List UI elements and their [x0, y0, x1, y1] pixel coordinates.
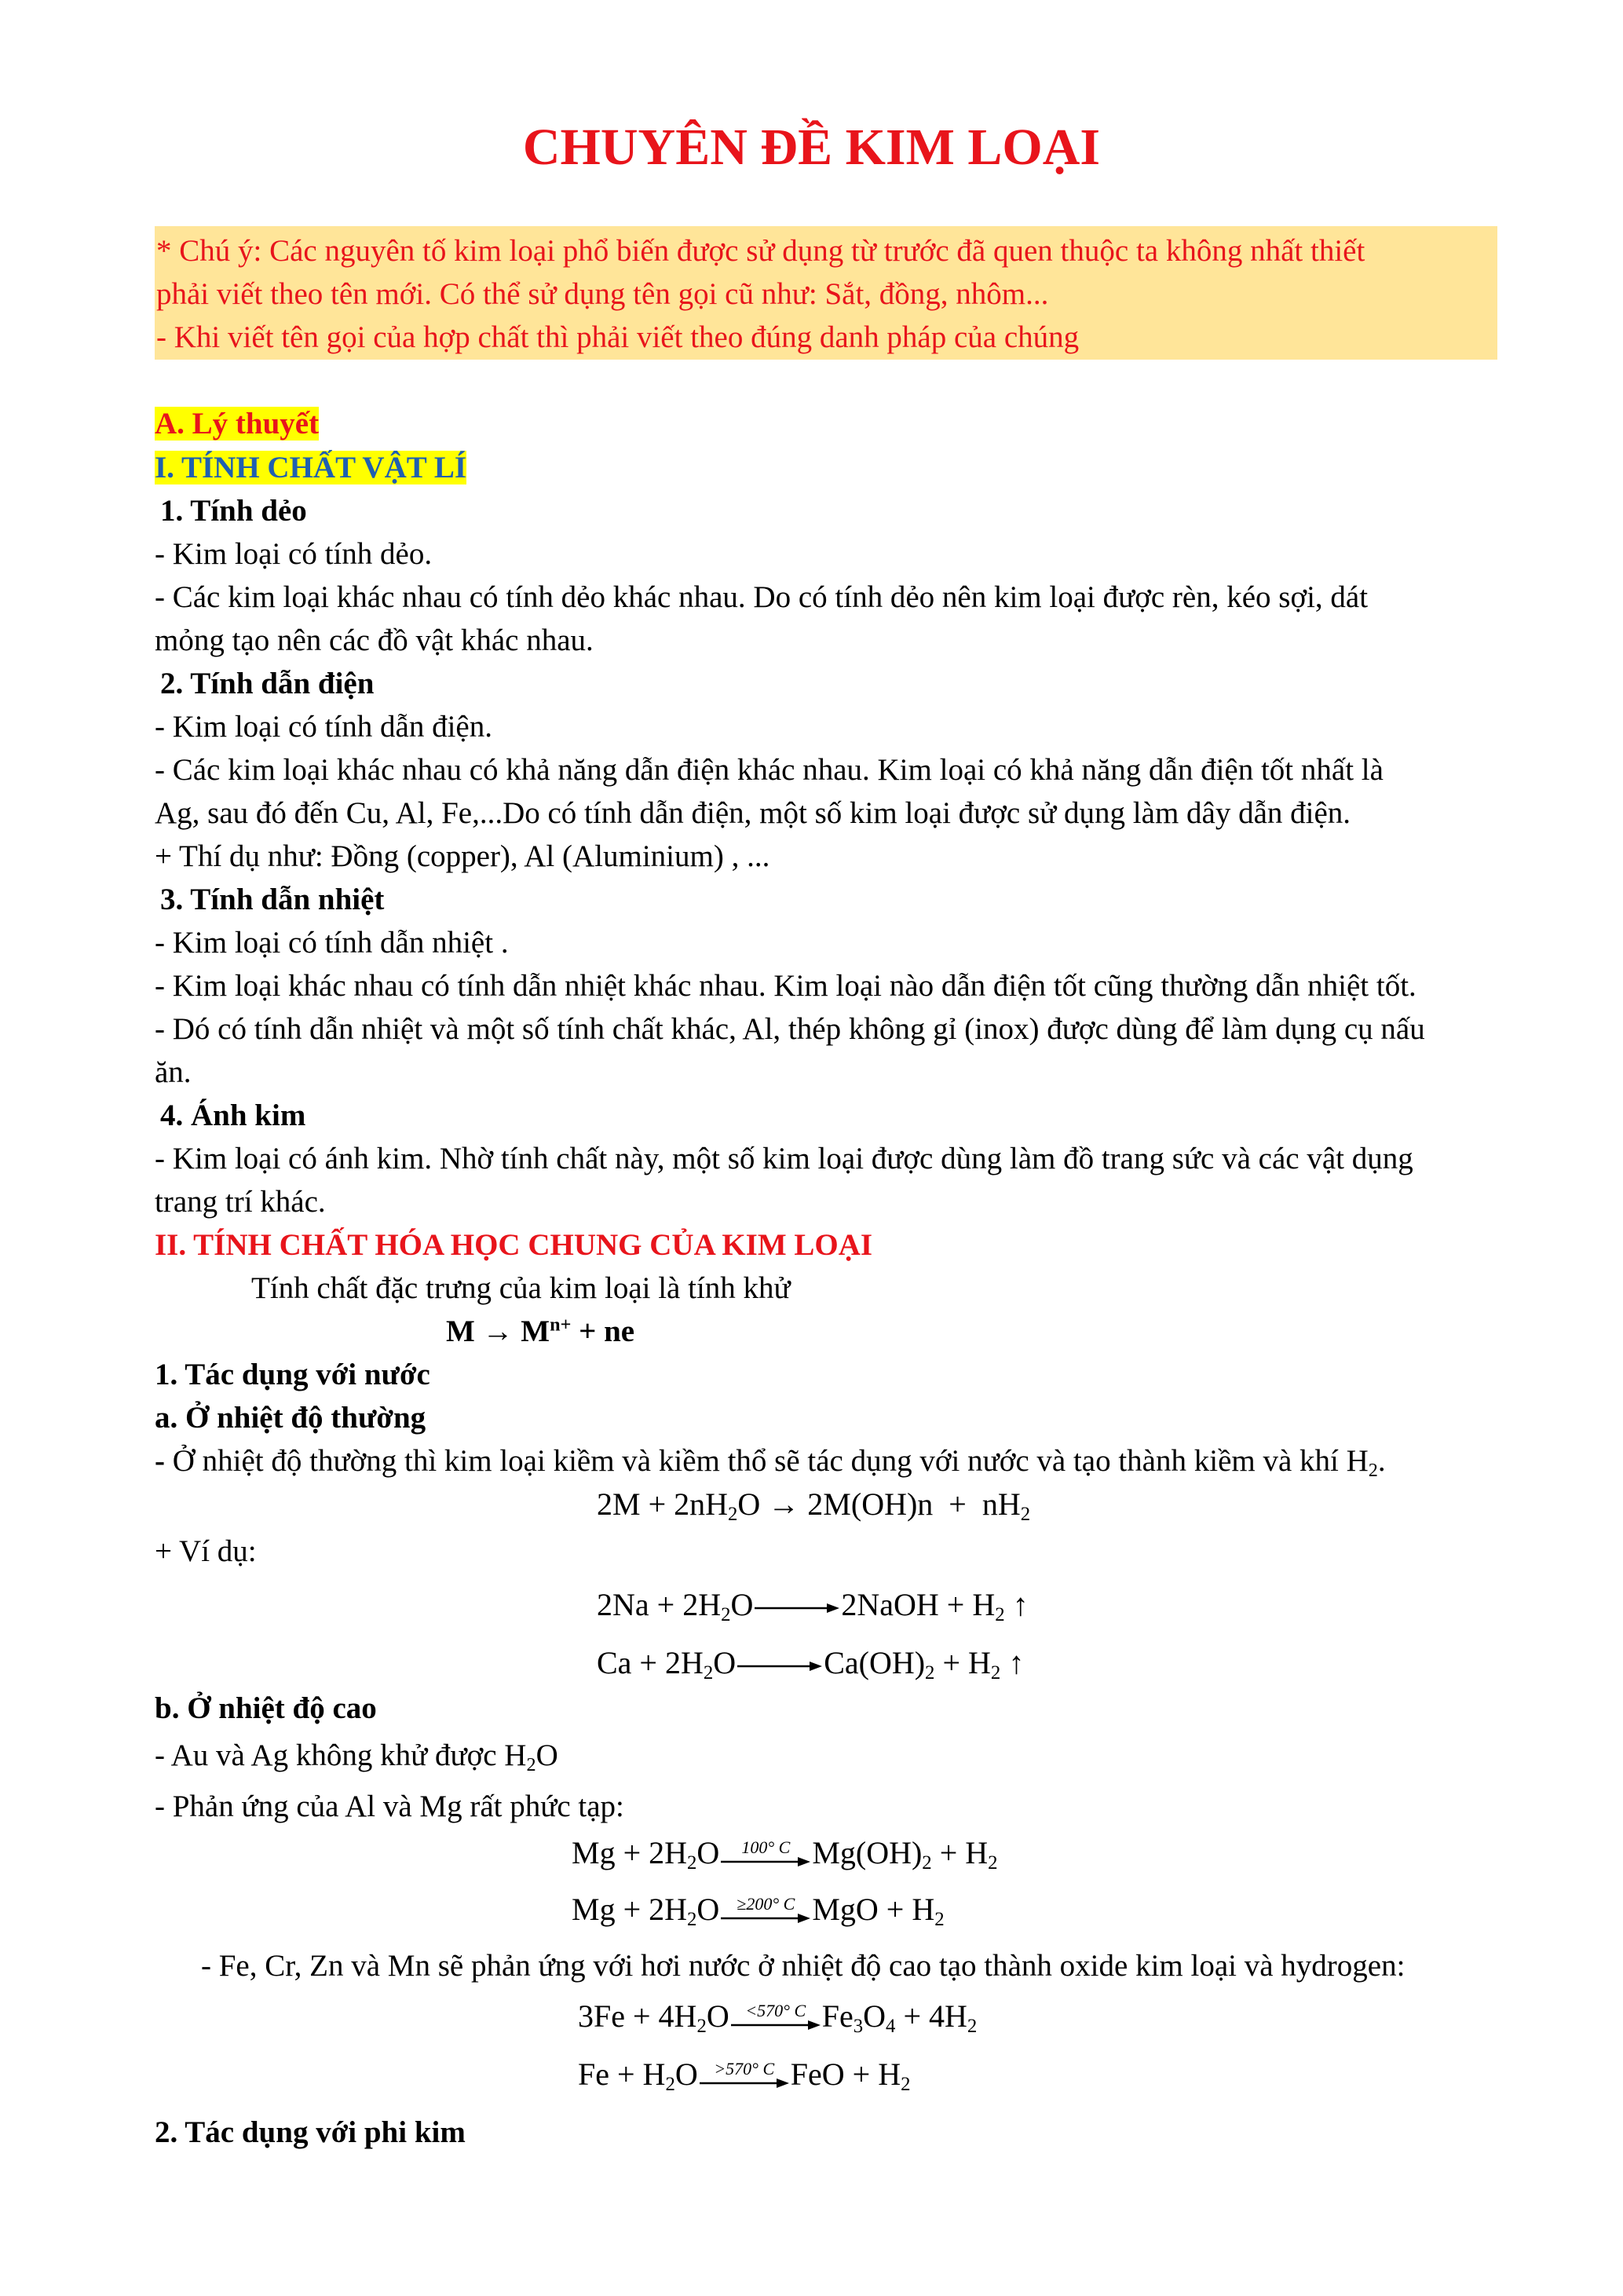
equation-fe-below-570: $3Fe + 4H_2O$ <570° C $Fe_3O_4 + 4H_2$ — [578, 1998, 978, 2037]
general-equation: $M \to M^{n+}$ + ne — [446, 1314, 635, 1348]
luster-heading: 4. Ánh kim — [160, 1099, 306, 1132]
reaction-arrow: >570° C — [698, 2064, 791, 2091]
note-line-3: - Khi viết tên gọi của hợp chất thì phải viết theo đúng danh pháp của chúng — [156, 320, 1080, 354]
reaction-arrow: <570° C — [729, 2006, 822, 2033]
ductility-line-1: - Kim loại có tính dẻo. — [155, 537, 433, 571]
heat-line-4: ăn. — [155, 1055, 192, 1089]
ductility-line-3: mỏng tạo nên các đồ vật khác nhau. — [155, 623, 594, 657]
ductility-heading: 1. Tính dẻo — [160, 494, 307, 528]
reaction-arrow: ≥200° C — [719, 1899, 812, 1926]
conductivity-heading: 2. Tính dẫn điện — [160, 667, 375, 700]
water-heading: 1. Tác dụng với nước — [155, 1358, 430, 1391]
fe-cr-zn-mn-line: - Fe, Cr, Zn và Mn sẽ phản ứng với hơi nước ở nhiệt độ cao tạo thành oxide kim loại và hydrogen: — [201, 1949, 1406, 1983]
note-line-2: phải viết theo tên mới. Có thể sử dụng tên gọi cũ như: Sắt, đồng, nhôm... — [156, 277, 1049, 311]
page-title: CHUYÊN ĐỀ KIM LOẠI — [522, 119, 1101, 176]
heat-line-3: - Dó có tính dẫn nhiệt và một số tính chất khác, Al, thép không gỉ (inox) được dùng để làm dụng cụ nấu — [155, 1012, 1425, 1046]
equation-mg-100: $Mg + 2H_2O$ 100° C $Mg(OH)_2 + H_2$ — [572, 1835, 998, 1874]
reaction-arrow: 100° C — [719, 1843, 812, 1870]
heat-line-1: - Kim loại có tính dẫn nhiệt . — [155, 926, 509, 960]
section-2-heading: II. TÍNH CHẤT HÓA HỌC CHUNG CỦA KIM LOẠI — [155, 1228, 873, 1262]
normal-temp-heading: a. Ở nhiệt độ thường — [155, 1401, 426, 1435]
example-label: + Ví dụ: — [155, 1534, 257, 1568]
au-ag-line: - Au và Ag không khử được $H_2O$ — [155, 1738, 558, 1775]
equation-mg-200: $Mg + 2H_2O$ ≥200° C MgO + $H_2$ — [572, 1892, 945, 1930]
high-temp-heading: b. Ở nhiệt độ cao — [155, 1691, 377, 1725]
section-1-heading: I. TÍNH CHẤT VẬT LÍ — [155, 451, 467, 484]
heat-line-2: - Kim loại khác nhau có tính dẫn nhiệt khác nhau. Kim loại nào dẫn điện tốt cũng thường dẫn nhiệt tốt. — [155, 969, 1416, 1003]
conductivity-line-4: + Thí dụ như: Đồng (copper), Al (Aluminium) , ... — [155, 839, 770, 873]
luster-line-2: trang trí khác. — [155, 1185, 326, 1219]
conductivity-line-1: - Kim loại có tính dẫn điện. — [155, 710, 492, 744]
equation-fe-above-570: $Fe + H_2O$ >570° C FeO + $H_2$ — [578, 2057, 911, 2095]
conductivity-line-2: - Các kim loại khác nhau có khả năng dẫn điện khác nhau. Kim loại có khả năng dẫn điện tốt nhất là — [155, 753, 1384, 787]
reaction-arrow — [753, 1600, 841, 1616]
equation-ca-water: $Ca + 2H_2O$ $Ca(OH)_2 + H_2$ ↑ — [597, 1645, 1025, 1684]
conductivity-line-3: Ag, sau đó đến Cu, Al, Fe,...Do có tính dẫn điện, một số kim loại được sử dụng làm dây dẫn điện. — [155, 796, 1351, 830]
al-mg-line: - Phản ứng của Al và Mg rất phức tạp: — [155, 1790, 624, 1823]
nonmetal-heading: 2. Tác dụng với phi kim — [155, 2115, 466, 2149]
heat-heading: 3. Tính dẫn nhiệt — [160, 883, 385, 916]
ductility-line-2: - Các kim loại khác nhau có tính dẻo khác nhau. Do có tính dẻo nên kim loại được rèn, kéo sợi, dát — [155, 580, 1369, 614]
reduction-intro: Tính chất đặc trưng của kim loại là tính khử — [251, 1271, 791, 1305]
luster-line-1: - Kim loại có ánh kim. Nhờ tính chất này, một số kim loại được dùng làm đồ trang sức và các vật dụng — [155, 1142, 1413, 1175]
note-box — [155, 226, 1497, 360]
note-line-1: * Chú ý: Các nguyên tố kim loại phổ biến được sử dụng từ trước đã quen thuộc ta không nhất thiết — [156, 234, 1365, 268]
normal-temp-line: - Ở nhiệt độ thường thì kim loại kiềm và kiềm thổ sẽ tác dụng với nước và tạo thành kiềm và khí $H_2$. — [155, 1444, 1386, 1481]
reaction-arrow — [736, 1658, 824, 1674]
section-a-heading: A. Lý thuyết — [155, 407, 320, 441]
equation-na-water: $2Na + 2H_2O$ 2NaOH + $H_2$ ↑ — [597, 1587, 1029, 1625]
equation-general-alkali: $2M + 2nH_2O \to 2M(OH)n + nH_2$ — [597, 1486, 1031, 1525]
